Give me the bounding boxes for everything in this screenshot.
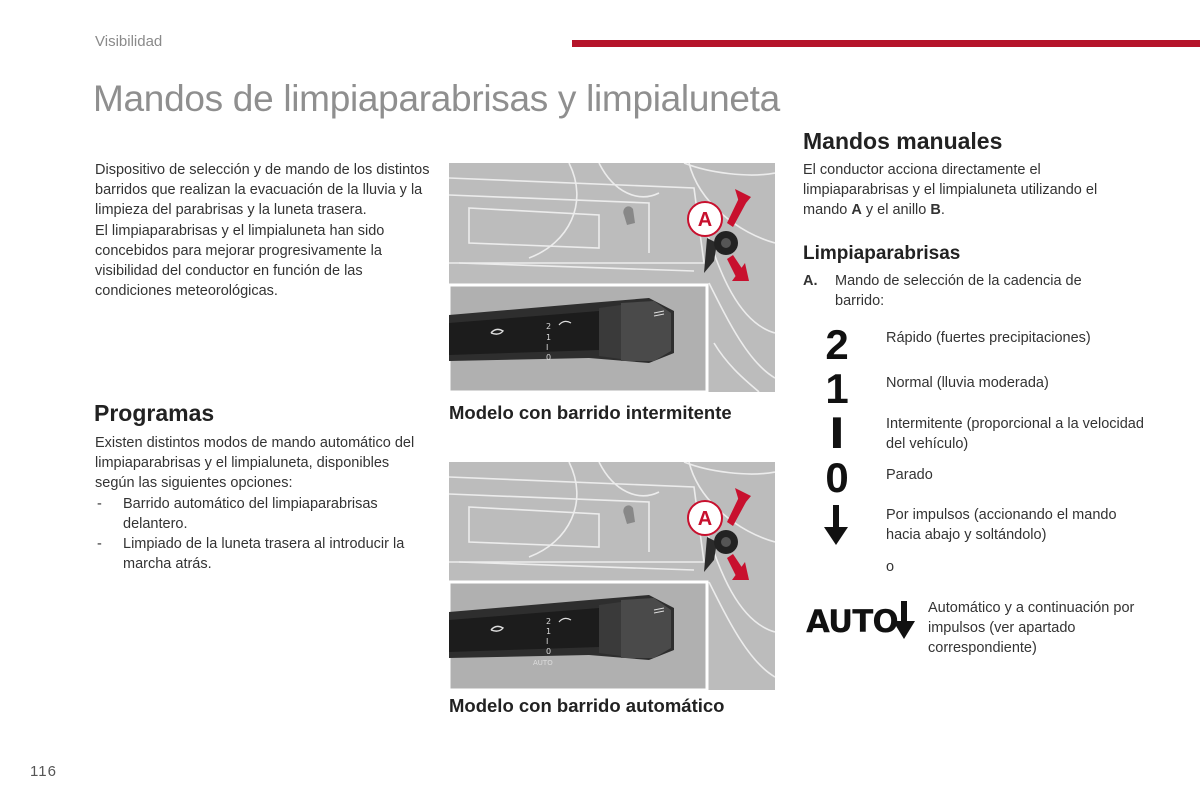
intro-text <box>95 160 430 301</box>
figure-auto-label: AUTO <box>533 659 553 667</box>
limpiaparabrisas-heading: Limpiaparabrisas <box>803 243 961 264</box>
intro-paragraph-2: El limpiaparabrisas y el limpialuneta han sido concebidos para mejorar progresivamente la visibilidad del conductor en función de las condiciones meteorológicas. <box>95 222 385 300</box>
or-text: o <box>886 559 895 575</box>
figure-caption-intermittent: Modelo con barrido intermitente <box>449 402 732 423</box>
figure-scale-label: I <box>546 343 549 352</box>
programas-intro: Existen distintos modos de mando automático del limpiaparabrisas y el limpialuneta, disponibles según las siguientes opciones: <box>95 435 415 492</box>
item-a <box>803 271 1133 311</box>
figure-scale-label: 0 <box>546 647 552 656</box>
list-item: - Barrido automático del limpiaparabrisas delantero. <box>95 494 425 534</box>
section-label: Visibilidad <box>95 33 163 50</box>
figure-caption-automatic: Modelo con barrido automático <box>449 695 725 716</box>
callout-a: A <box>697 209 713 231</box>
mandos-manuales-text <box>803 160 1133 221</box>
stalk-illustration <box>449 462 775 690</box>
auto-down-arrow-icon <box>893 601 915 644</box>
mandos-text-1: El conductor acciona directamente el limpiaparabrisas y el limpialuneta utilizando el mando <box>803 162 1098 219</box>
figure-intermittent-stalk <box>449 163 775 392</box>
auto-symbol: AUTO <box>806 604 898 640</box>
programas-list <box>95 494 425 575</box>
stalk-illustration <box>449 163 775 392</box>
mode-symbol-1: 1 <box>825 365 849 412</box>
figure-scale-label: 0 <box>546 353 552 362</box>
page-number: 116 <box>30 763 57 780</box>
callout-a: A <box>697 508 713 530</box>
figure-scale-label: 1 <box>546 333 552 342</box>
header-accent-bar <box>572 40 1200 47</box>
mandos-manuales-heading: Mandos manuales <box>803 128 1003 154</box>
mode-symbol-2: 2 <box>825 321 849 368</box>
mode-text-impulse: Por impulsos (accionando el mando hacia abajo y soltándolo) <box>886 507 1117 544</box>
programas-text <box>95 433 425 574</box>
figure-scale-label: 1 <box>546 627 552 636</box>
figure-scale-label: 2 <box>546 617 552 626</box>
page-title: Mandos de limpiaparabrisas y limpialuneta <box>93 78 780 119</box>
figure-automatic-stalk <box>449 462 775 690</box>
mode-symbol-intermittent: I <box>829 409 845 458</box>
control-a-label: A <box>851 202 862 219</box>
ring-b-label: B <box>930 202 941 219</box>
mode-symbol-0: 0 <box>825 454 849 501</box>
mode-text-intermittent: Intermitente (proporcional a la velocidad del vehículo) <box>886 416 1144 453</box>
programas-heading: Programas <box>94 400 215 426</box>
down-arrow-icon <box>824 505 848 550</box>
mandos-text-2: y el anillo <box>861 202 931 219</box>
mode-text-off: Parado <box>886 467 933 483</box>
figure-scale-label: I <box>546 637 549 646</box>
auto-mode-text: Automático y a continuación por impulsos (ver apartado correspondiente) <box>928 600 1135 657</box>
figure-scale-label: 2 <box>546 322 552 331</box>
item-a-text: Mando de selección de la cadencia de barrido: <box>835 273 1082 310</box>
mandos-text-3: . <box>940 202 945 219</box>
mode-text-normal: Normal (lluvia moderada) <box>886 375 1049 391</box>
list-item: - Limpiado de la luneta trasera al introducir la marcha atrás. <box>95 534 425 574</box>
mode-text-fast: Rápido (fuertes precipitaciones) <box>886 330 1091 346</box>
intro-paragraph-1: Dispositivo de selección y de mando de los distintos barridos que realizan la evacuación de la lluvia y la limpieza del parabrisas y la luneta trasera. <box>95 162 430 219</box>
item-a-label: A. <box>803 273 818 289</box>
